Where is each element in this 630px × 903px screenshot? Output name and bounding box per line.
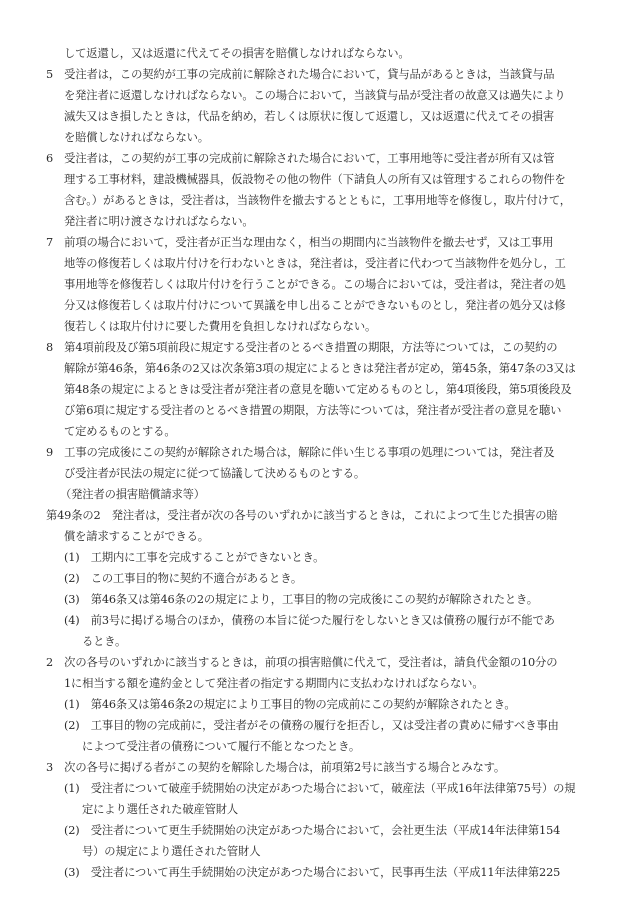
text-line: 地等の修復若しくは取片付けを行わないときは，発注者は，受注者に代わつて当該物件を処分し，工 xyxy=(64,257,566,270)
list-item: (1) 工期内に工事を完成することができないとき。 xyxy=(64,551,325,564)
text-line: 2 次の各号のいずれかに該当するときは，前項の損害賠償に代えて，受注者は，請負代金額の10分の xyxy=(46,656,558,669)
list-item: (4) 前3号に掲げる場合のほか，債務の本旨に従つた履行をしないとき又は債務の履行が不能であ xyxy=(64,614,555,627)
list-item: (3) 受注者について再生手続開始の決定があつた場合において，民事再生法（平成11年法律第225 xyxy=(64,866,561,879)
text-line: て定めるものとする。 xyxy=(64,425,176,438)
list-item: (2) 受注者について更生手続開始の決定があつた場合において，会社更生法（平成14年法律第154 xyxy=(64,824,561,837)
text-line: 6 受注者は，この契約が工事の完成前に解除された場合において，工事用地等に受注者が所有又は管 xyxy=(46,152,555,165)
text-line: を賠償しなければならない。 xyxy=(64,131,209,144)
list-item: (1) 第46条又は第46条2の規定により工事目的物の完成前にこの契約が解除されたとき。 xyxy=(64,698,516,711)
list-item: (2) この工事目的物に契約不適合があるとき。 xyxy=(64,572,303,585)
list-item-continuation: 号）の規定により選任された管財人 xyxy=(82,845,261,858)
text-line: して返還し，又は返還に代えてその損害を賠償しなければならない。 xyxy=(64,47,410,60)
list-item-continuation: るとき。 xyxy=(82,635,127,648)
text-line: 5 受注者は，この契約が工事の完成前に解除された場合において，貸与品があるときは，当該貸与品 xyxy=(46,68,555,81)
list-item-continuation: 定により選任された破産管財人 xyxy=(82,803,239,816)
text-line: 償を請求することができる。 xyxy=(64,530,209,543)
list-item: (2) 工事目的物の完成前に，受注者がその債務の履行を拒否し，又は受注者の責めに帰すべき事由 xyxy=(64,719,559,732)
text-line: 滅失又はき損したときは，代品を納め，若しくは原状に復して返還し，又は返還に代えてその損害 xyxy=(64,110,555,123)
text-line: 発注者に明け渡さなければならない。 xyxy=(64,215,254,228)
text-line: 7 前項の場合において，受注者が正当な理由なく，相当の期間内に当該物件を撤去せず，又は工事用 xyxy=(46,236,554,249)
text-line: 解除が第46条，第46条の2又は次条第3項の規定によるときは発注者が定め，第45条，第47条の3又は xyxy=(64,362,576,375)
article-heading-line: 第49条の2 発注者は，受注者が次の各号のいずれかに該当するときは，これによつて生じた損害の賠 xyxy=(46,509,558,522)
text-line: 1に相当する額を違約金として発注者の指定する期間内に支払わなければならない。 xyxy=(64,677,484,690)
text-line: を発注者に返還しなければならない。この場合において，当該貸与品が受注者の故意又は過失により xyxy=(64,89,566,102)
text-line: び第6項に規定する受注者のとるべき措置の期限，方法等については，発注者が受注者の意見を聴い xyxy=(64,404,562,417)
text-line: 事用地等を修復若しくは取片付けを行うことができる。この場合においては，受注者は，発注者の処 xyxy=(64,278,566,291)
list-item-continuation: によつて受注者の債務について履行不能となつたとき。 xyxy=(82,740,360,753)
text-line: び受注者が民法の規定に従つて協議して決めるものとする。 xyxy=(64,467,365,480)
list-item: (1) 受注者について破産手続開始の決定があつた場合において，破産法（平成16年法律第75号）の規 xyxy=(64,782,576,795)
text-line: 理する工事材料，建設機械器具，仮設物その他の物件（下請負人の所有又は管理するこれらの物件を xyxy=(64,173,566,186)
text-line: 第48条の規定によるときは受注者が発注者の意見を聴いて定めるものとし，第4項後段，第5項後段及 xyxy=(64,383,572,396)
text-line: 3 次の各号に掲げる者がこの契約を解除した場合は，前項第2号に該当する場合とみなす。 xyxy=(46,761,506,774)
text-line: 8 第4項前段及び第5項前段に規定する受注者のとるべき措置の期限，方法等については，この契約の xyxy=(46,341,558,354)
text-line: 分又は修復若しくは取片付けについて異議を申し出ることができないものとし，発注者の処分又は修 xyxy=(64,299,566,312)
text-line: 9 工事の完成後にこの契約が解除された場合は，解除に伴い生じる事項の処理については，発注者及 xyxy=(46,446,555,459)
section-heading: （発注者の損害賠償請求等） xyxy=(60,488,205,501)
text-line: 含む。）があるときは，受注者は，当該物件を撤去するとともに，工事用地等を修復し，取片付けて， xyxy=(64,194,571,207)
text-line: 復若しくは取片付けに要した費用を負担しなければならない。 xyxy=(64,320,377,333)
list-item: (3) 第46条又は第46条の2の規定により，工事目的物の完成後にこの契約が解除されたとき。 xyxy=(64,593,538,606)
